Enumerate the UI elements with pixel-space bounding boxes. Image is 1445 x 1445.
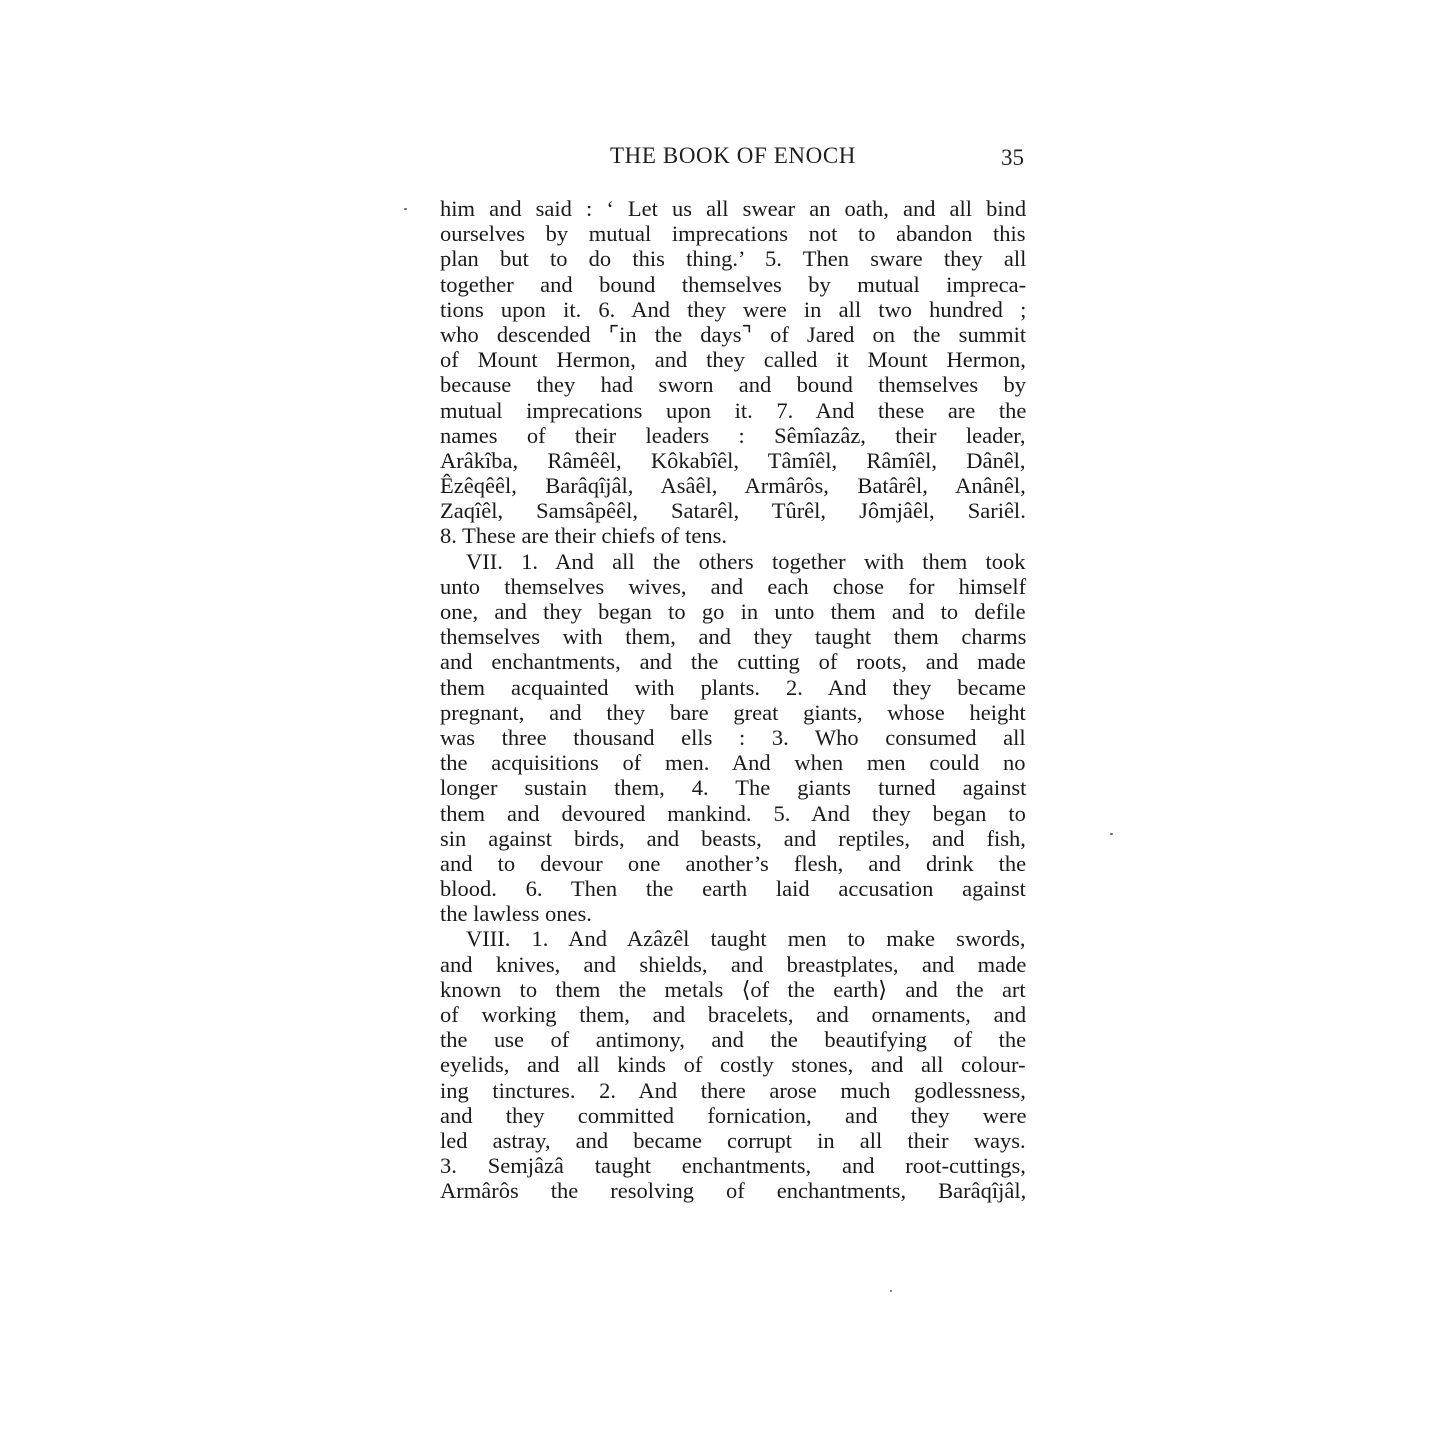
text-line: him and said : ‘ Let us all swear an oath, and all bind <box>440 196 1027 221</box>
text-line: sin against birds, and beasts, and reptiles, and fish, <box>440 825 1026 851</box>
text-line: was three thousand ells : 3. Who consumed all <box>440 724 1026 750</box>
text-line: them and devoured mankind. 5. And they began to <box>440 800 1026 826</box>
text-line: because they had sworn and bound themselves by <box>440 372 1027 398</box>
text-line: Zaqîêl, Samsâpêêl, Satarêl, Tûrêl, Jômjâêl, Sariêl. <box>440 498 1026 524</box>
body-text <box>440 196 1026 1204</box>
text-line: and knives, and shields, and breastplates, and made <box>440 951 1027 977</box>
text-line: unto themselves wives, and each chose for himself <box>440 573 1027 599</box>
chapter-start-line: VIII. 1. And Azâzêl taught men to make swords, <box>466 926 1026 952</box>
text-line: tions upon it. 6. And they were in all two hundred ; <box>440 296 1027 322</box>
chapter-start-line: VII. 1. And all the others together with them took <box>466 548 1026 574</box>
running-title: THE BOOK OF ENOCH <box>610 143 856 168</box>
text-line: longer sustain them, 4. The giants turned against <box>440 775 1027 801</box>
text-line: led astray, and became corrupt in all their ways. <box>440 1127 1026 1153</box>
text-line: Armârôs the resolving of enchantments, Barâqîjâl, <box>440 1178 1027 1204</box>
running-head <box>440 143 1026 175</box>
text-line: ourselves by mutual imprecations not to abandon this <box>440 221 1026 247</box>
text-line: Arâkîba, Râmêêl, Kôkabîêl, Tâmîêl, Râmîêl, Dânêl, <box>440 447 1026 473</box>
text-line: eyelids, and all kinds of costly stones, and all colour- <box>440 1052 1026 1078</box>
text-line: and enchantments, and the cutting of roots, and made <box>440 649 1026 675</box>
scan-speck <box>404 208 407 210</box>
text-line: 8. These are their chiefs of tens. <box>440 523 727 549</box>
text-line: of Mount Hermon, and they called it Mount Hermon, <box>440 347 1026 373</box>
text-line: pregnant, and they bare great giants, whose height <box>440 699 1026 725</box>
text-line: plan but to do this thing.’ 5. Then sware they all <box>440 246 1027 272</box>
text-line: them acquainted with plants. 2. And they became <box>440 674 1027 700</box>
text-line: mutual imprecations upon it. 7. And these are the <box>440 397 1027 423</box>
text-line: blood. 6. Then the earth laid accusation against <box>440 876 1026 902</box>
scan-speck <box>890 1290 892 1292</box>
text-line: together and bound themselves by mutual impreca- <box>440 271 1027 297</box>
text-line: the use of antimony, and the beautifying of the <box>440 1027 1027 1053</box>
text-line: who descended ⌜in the days⌝ of Jared on the summit <box>440 321 1027 347</box>
text-line: the acquisitions of men. And when men could no <box>440 750 1026 776</box>
text-line: ing tinctures. 2. And there arose much godlessness, <box>440 1077 1026 1103</box>
text-line: one, and they began to go in unto them and to defile <box>440 599 1026 624</box>
text-line: of working them, and bracelets, and ornaments, and <box>440 1002 1027 1027</box>
text-line: themselves with them, and they taught them charms <box>440 624 1027 650</box>
scan-speck <box>1110 833 1113 835</box>
text-line: known to them the metals ⟨of the earth⟩ and the art <box>440 976 1026 1002</box>
text-line: 3. Semjâzâ taught enchantments, and root-cuttings, <box>440 1153 1026 1179</box>
text-line: and to devour one another’s flesh, and drink the <box>440 850 1027 876</box>
page-number: 35 <box>1001 145 1024 170</box>
text-line: Êzêqêêl, Barâqîjâl, Asâêl, Armârôs, Batârêl, Anânêl, <box>440 473 1026 499</box>
text-line: names of their leaders : Sêmîazâz, their leader, <box>440 422 1026 448</box>
text-line: the lawless ones. <box>440 901 592 927</box>
text-line: and they committed fornication, and they were <box>440 1102 1027 1128</box>
